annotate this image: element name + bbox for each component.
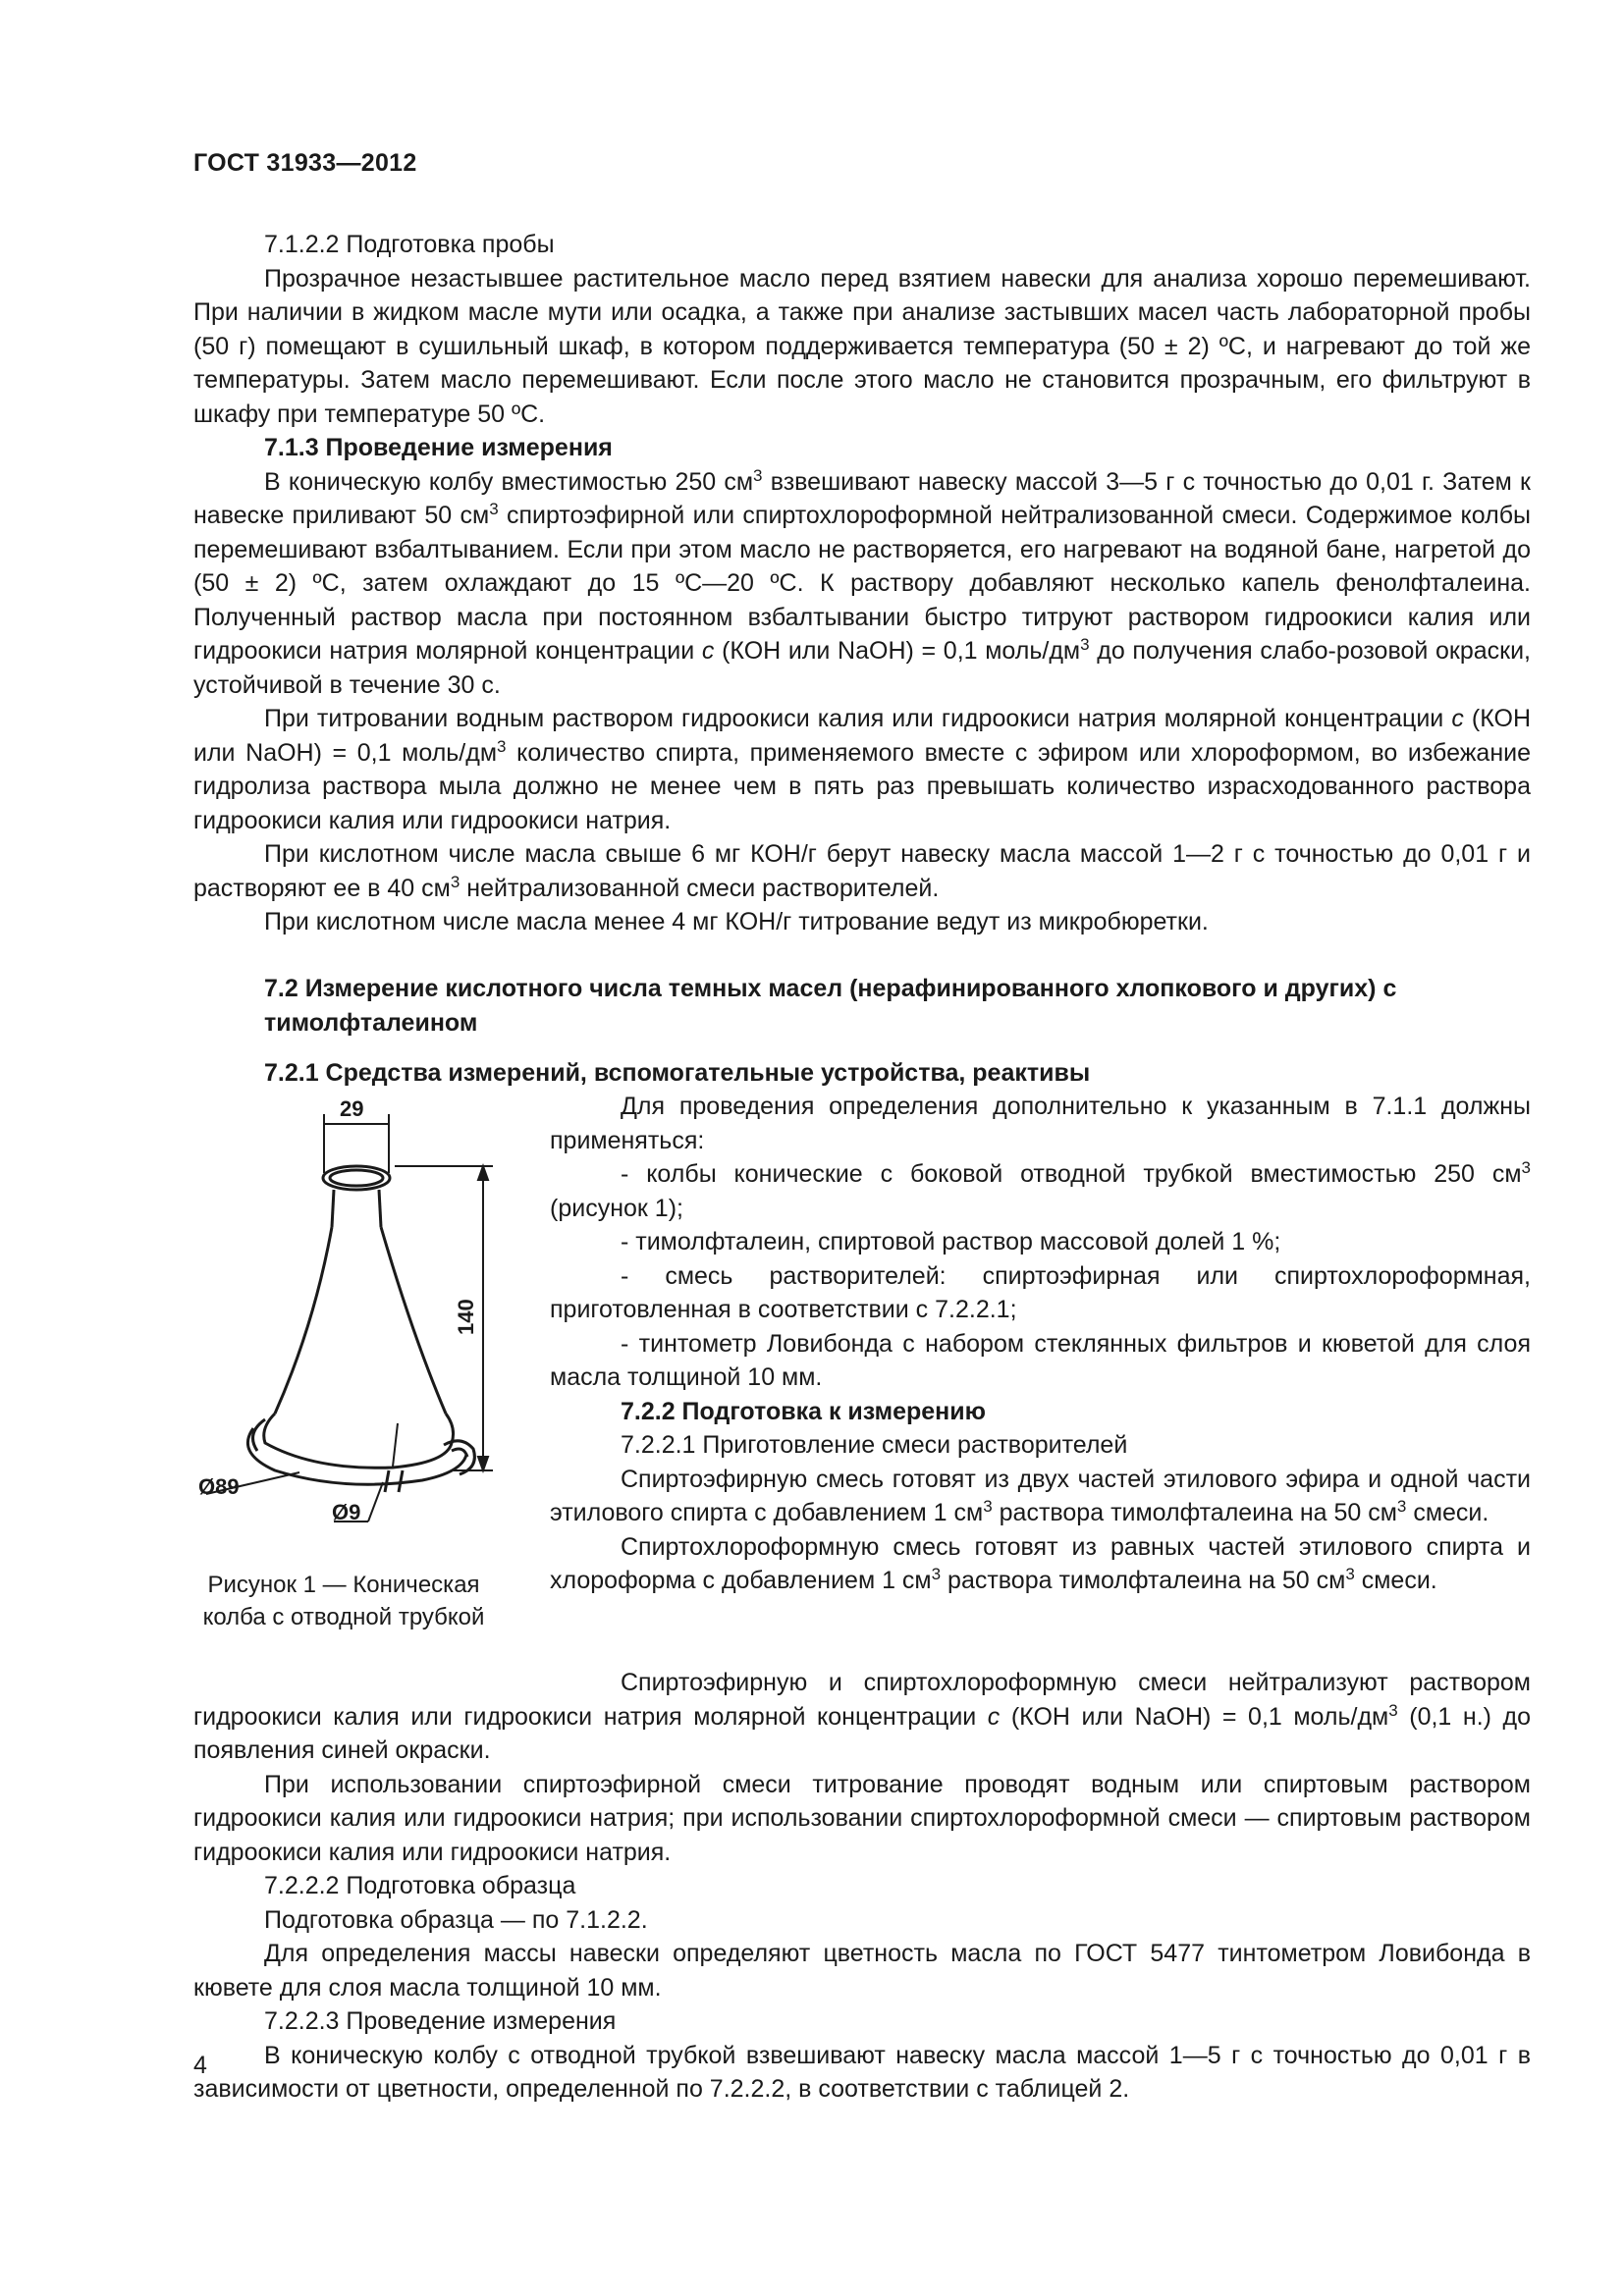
dim-base-label: Ø89 [198,1474,240,1499]
paragraph-weighing: В коническую колбу с отводной трубкой взвешивают навеску масла массой 1—5 г с точностью до 0,01 г в зависимости от цветности, определенной по 7.2.2.2, в соответствии с таблицей 2. [193,2041,1531,2103]
heading-7-1-3: 7.1.3 Проведение измерения [264,434,613,461]
heading-7-2-2: 7.2.2 Подготовка к измерению [621,1397,986,1425]
document-header: ГОСТ 31933—2012 [193,149,417,177]
flask-figure [167,1090,511,1541]
heading-7-1-2-2: 7.1.2.2 Подготовка пробы [264,231,555,258]
right-column-text [550,1090,1531,1598]
paragraph-sample-ref: Подготовка образца — по 7.1.2.2. [264,1905,648,1934]
paragraph-color-lovibond: Для определения массы навески определяют цветность масла по ГОСТ 5477 тинтометром Ловибонда в кювете для слоя масла толщиной 10 мм. [193,1940,1531,2002]
heading-7-2-1: 7.2.1 Средства измерений, вспомогательные устройства, реактивы [264,1059,1091,1087]
page-number: 4 [193,2052,207,2079]
flask-base [264,1414,454,1468]
main-text-block [193,228,1531,939]
paragraph-chloroform-mix: Спиртохлороформную смесь готовят из равных частей этилового спирта и хлороформа с добавлением 1 $см^3$ раствора тимолфталеина на 50 $см^3$ смеси. [550,1532,1531,1594]
paragraph-sample-prep: Прозрачное незастывшее растительное масло перед взятием навески для анализа хорошо перемешивают. При наличии в жидком масле мути или осадка, а также при анализе застывших масел часть лабораторной пробы (50 г) помещают в сушильный шкаф, в котором поддерживается температура (50 ± 2) ºС, и нагревают до той же температуры. Затем масло перемешивают. Если после этого масло не становится прозрачным, его фильтруют в шкафу при температуре 50 ºС. [193,264,1531,428]
paragraph-measurement-4: При кислотном числе масла менее 4 мг КОН/г титрование ведут из микробюретки. [264,908,1209,935]
dim-height-label: 140 [454,1299,478,1335]
heading-7-2-2-1: 7.2.2.1 Приготовление смеси растворителей [621,1431,1128,1459]
paragraph-neutralize-text: Спиртоэфирную и спиртохлороформную смеси нейтрализуют раствором гидроокиси калия или гидроокиси натрия молярной концентрации c (КОН или NaOH) = 0,1 моль/$дм^3$ (0,1 н.) до появления синей окраски. [193,1669,1532,1764]
list-item-thymolphthalein: - тимолфталеин, спиртовой раствор массовой долей 1 %; [621,1228,1281,1255]
paragraph-requirements: Для проведения определения дополнительно к указанным в 7.1.1 должны применяться: [550,1093,1531,1154]
dim-top-label: 29 [340,1096,364,1121]
heading-7-2-2-2: 7.2.2.2 Подготовка образца [264,1872,576,1899]
heading-7-2-2-3: 7.2.2.3 Проведение измерения [264,2007,617,2035]
paragraph-measurement-2: При титровании водным раствором гидроокиси калия или гидроокиси натрия молярной концентрации c (КОН или NaOH) = 0,1 моль/$дм^3$ количество спирта, применяемого вместе с эфиром или хлороформом, во избежание гидролиза раствора мыла должно не менее чем в пять раз превышать количество израсходованного раствора гидроокиси калия или гидроокиси натрия. [193,705,1531,834]
flask-body-left [275,1227,332,1414]
dim-tube-label: Ø9 [332,1500,361,1524]
paragraph-ether-mix: Спиртоэфирную смесь готовят из двух частей этилового эфира и одной части этилового спирта с добавлением 1 $см^3$ раствора тимолфталеина на 50 $см^3$ смеси. [550,1465,1531,1526]
lower-text-flow [193,1666,1531,2107]
side-tube [444,1441,474,1474]
paragraph-measurement-3: При кислотном числе масла свыше 6 мг КОН/г берут навеску масла массой 1—2 г с точностью до 0,01 г и растворяют ее в 40 $см^3$ нейтрализованной смеси растворителей. [193,840,1531,902]
flask-rim-inner [330,1170,383,1186]
list-item-flasks: - колбы конические с боковой отводной трубкой вместимостью 250 $см^3$ (рисунок 1); [550,1158,1531,1222]
paragraph-measurement-1: В коническую колбу вместимостью 250 $см^3$ взвешивают навеску массой 3—5 г с точностью до 0,01 г. Затем к навеске приливают 50 $см^3$ спиртоэфирной или спиртохлороформной нейтрализованной смеси. Содержимое колбы перемешивают взбалтыванием. Если при этом масло не растворяется, его нагревают на водяной бане, нагретой до (50 ± 2) ºС, затем охлаждают до 15 ºС—20 ºС. К раствору добавляют несколько капель фенолфталеина. Полученный раствор масла при постоянном взбалтывании быстро титруют раствором гидроокиси калия или гидроокиси натрия молярной концентрации c (КОН или NaOH) = 0,1 моль/$дм^3$ до получения слабо-розовой окраски, устойчивой в течение 30 с. [193,465,1532,699]
list-item-tintometer: - тинтометр Ловибонда с набором стеклянных фильтров и кюветой для слоя масла толщиной 10 мм. [550,1329,1531,1391]
paragraph-titration-method: При использовании спиртоэфирной смеси титрование проводят водным или спиртовым раствором гидроокиси калия или гидроокиси натрия; при использовании спиртохлороформной смеси — спиртовым раствором гидроокиси калия или гидроокиси натрия. [193,1770,1531,1866]
figure-caption: Рисунок 1 — Коническая колба с отводной трубкой [202,1572,485,1630]
heading-7-2: 7.2 Измерение кислотного числа темных масел (нерафинированного хлопкового и других) с тимолфталеином [264,975,1397,1037]
list-item-solvent-mix: - смесь растворителей: спиртоэфирная или спиртохлороформная, приготовленная в соответствии с 7.2.2.1; [550,1261,1531,1323]
flask-body-right [381,1227,446,1414]
